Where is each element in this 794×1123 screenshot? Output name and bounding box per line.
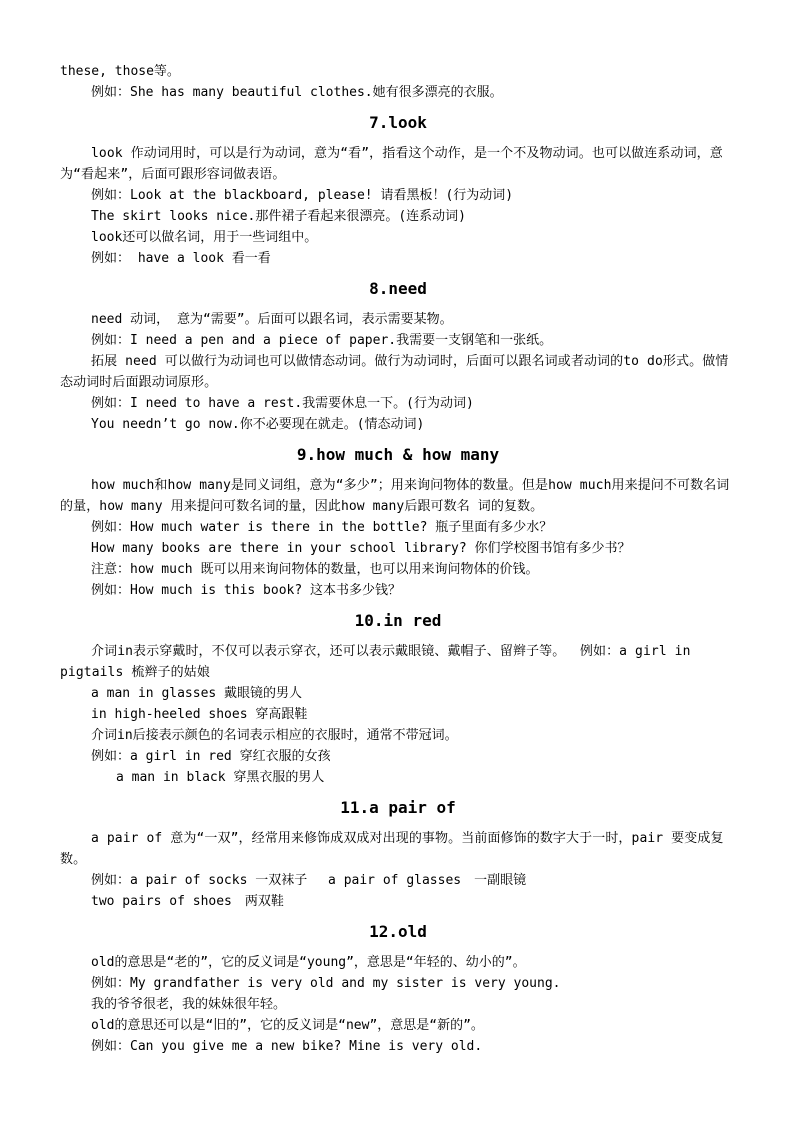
- intro-example: 例如：She has many beautiful clothes.她有很多漂亮的衣服。: [91, 85, 503, 100]
- heading-10-in-red: 10.in red: [354, 611, 442, 630]
- s9-paragraph: how much和how many是同义词组，意为“多少”；用来询问物体的数量。但是how much用来提问不可数名词的量，how many 用来提问可数名词的量，因此how many后跟可数名 词的复数。: [60, 478, 730, 514]
- document-page: [60, 61, 736, 1057]
- s9-example-1: 例如：How much water is there in the bottle? 瓶子里面有多少水？: [91, 520, 553, 535]
- s12-translation-1: 我的爷爷很老，我的妹妹很年轻。: [91, 997, 287, 1012]
- s10-example-1: a man in glasses 戴眼镜的男人: [91, 686, 303, 701]
- s7-example-1: 例如：Look at the blackboard, please! 请看黑板！(行为动词): [91, 188, 514, 203]
- s10-example-2: in high-heeled shoes 穿高跟鞋: [91, 707, 308, 722]
- s12-example-1: 例如：My grandfather is very old and my sister is very young.: [91, 976, 561, 991]
- s7-example-2: The skirt looks nice.那件裙子看起来很漂亮。(连系动词): [91, 209, 467, 224]
- heading-8-need: 8.need: [369, 279, 427, 298]
- s8-definition: need 动词， 意为“需要”。后面可以跟名词，表示需要某物。: [91, 312, 453, 327]
- s10-example-3: 例如：a girl in red 穿红衣服的女孩: [91, 749, 331, 764]
- s11-example-2: two pairs of shoes 两双鞋: [91, 894, 284, 909]
- s8-example-2: 例如：I need to have a rest.我需要休息一下。(行为动词): [91, 396, 474, 411]
- s8-example-3: You needn’t go now.你不必要现在就走。(情态动词): [91, 417, 425, 432]
- s10-example-4: a man in black 穿黑衣服的男人: [116, 770, 325, 785]
- s9-example-3: 例如：How much is this book? 这本书多少钱？: [91, 583, 402, 598]
- s7-note: look还可以做名词，用于一些词组中。: [91, 230, 318, 245]
- intro-line-1: these, those等。: [60, 64, 180, 79]
- heading-11-a-pair-of: 11.a pair of: [340, 798, 456, 817]
- s12-definition-2: old的意思还可以是“旧的”，它的反义词是“new”，意思是“新的”。: [91, 1018, 484, 1033]
- s9-example-2: How many books are there in your school library? 你们学校图书馆有多少书？: [91, 541, 631, 556]
- s8-extension: 拓展 need 可以做行为动词也可以做情态动词。做行为动词时，后面可以跟名词或者动词的to do形式。做情态动词时后面跟动词原形。: [60, 354, 729, 390]
- s12-example-2: 例如：Can you give me a new bike? Mine is very old.: [91, 1039, 483, 1054]
- s9-note: 注意：how much 既可以用来询问物体的数量，也可以用来询问物体的价钱。: [91, 562, 539, 577]
- heading-12-old: 12.old: [369, 922, 427, 941]
- s11-paragraph: a pair of 意为“一双”，经常用来修饰成双成对出现的事物。当前面修饰的数字大于一时，pair 要变成复数。: [60, 831, 724, 867]
- s11-example-1: 例如：a pair of socks 一双袜子 a pair of glasses 一副眼镜: [91, 873, 527, 888]
- s7-paragraph: look 作动词用时，可以是行为动词，意为“看”，指看这个动作，是一个不及物动词。也可以做连系动词，意为“看起来”，后面可跟形容词做表语。: [60, 146, 723, 182]
- heading-9-how-much-how-many: 9.how much & how many: [296, 445, 500, 464]
- heading-7-look: 7.look: [369, 113, 427, 132]
- s7-example-3: 例如： have a look 看一看: [91, 251, 271, 266]
- s10-paragraph: 介词in表示穿戴时，不仅可以表示穿衣，还可以表示戴眼镜、戴帽子、留辫子等。 例如：a girl in pigtails 梳辫子的姑娘: [60, 644, 691, 680]
- s8-example-1: 例如：I need a pen and a piece of paper.我需要一支钢笔和一张纸。: [91, 333, 553, 348]
- s12-definition-1: old的意思是“老的”，它的反义词是“young”，意思是“年轻的、幼小的”。: [91, 955, 526, 970]
- s10-note: 介词in后接表示颜色的名词表示相应的衣服时，通常不带冠词。: [91, 728, 458, 743]
